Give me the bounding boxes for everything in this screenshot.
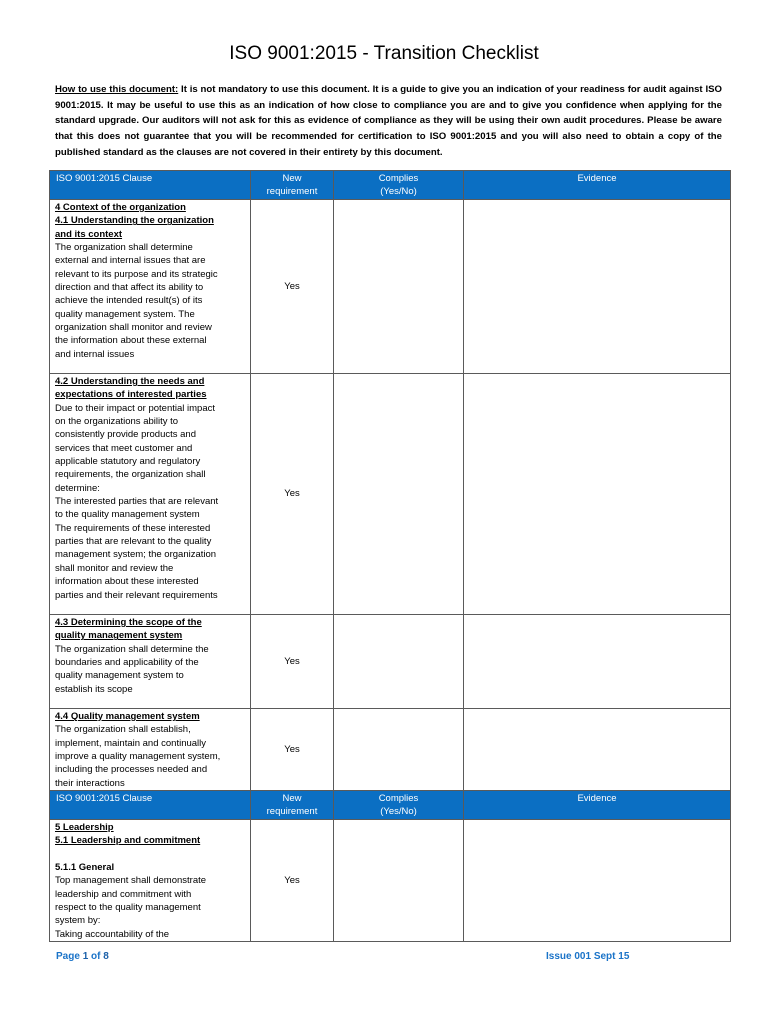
intro-lead: How to use this document: [55, 84, 179, 95]
evidence-cell[interactable] [464, 615, 731, 709]
clause-text-line: information about these interested [55, 576, 199, 588]
header-evidence: Evidence [464, 171, 731, 200]
clause-text-line: improve a quality management system, [55, 751, 221, 763]
intro-body: It is not mandatory to use this document. It is a guide to give you an indication of your readiness for audit against ISO 9001:2015. It may be useful to use this as an indication of how close to compliance you are and to give you confidence when applying for the standard upgrade. Our auditors will not ask for this as evidence of compliance as they will be using their own audit procedures. Please be aware that this does not guarantee that you will be recommended for certification to ISO 9001:2015 and you will also need to obtain a copy of the published standard as the clauses are not covered in their entirety by this document. [55, 84, 722, 158]
new-requirement-cell: Yes [251, 200, 334, 374]
clause-heading: and its context [55, 228, 123, 240]
header-new-requirement: New requirement [251, 791, 334, 820]
complies-cell[interactable] [334, 374, 464, 615]
clause-cell [50, 615, 251, 709]
issue-label: Issue 001 Sept 15 [546, 951, 630, 962]
table-header-row-repeat [50, 791, 731, 820]
header-complies: Complies (Yes/No) [334, 791, 464, 820]
header-clause: ISO 9001:2015 Clause [50, 791, 251, 820]
clause-cell [50, 820, 251, 942]
clause-text-line: organization shall monitor and review [55, 322, 212, 334]
clause-text-line: external and internal issues that are [55, 255, 206, 267]
clause-text-line: relevant to its purpose and its strategic [55, 268, 218, 280]
checklist-table [49, 170, 731, 942]
new-requirement-cell: Yes [251, 374, 334, 615]
clause-text-line: and internal issues [55, 348, 135, 360]
new-requirement-cell: Yes [251, 820, 334, 942]
clause-text-line: boundaries and applicability of the [55, 657, 199, 669]
complies-cell[interactable] [334, 820, 464, 942]
table-header-row [50, 171, 731, 200]
clause-text-line: consistently provide products and [55, 429, 196, 441]
clause-heading: 4.4 Quality management system [55, 711, 200, 722]
evidence-cell[interactable] [464, 374, 731, 615]
document-title: ISO 9001:2015 - Transition Checklist [229, 43, 539, 64]
clause-heading: 4.2 Understanding the needs and [55, 376, 205, 387]
clause-text-line: quality management system to [55, 670, 184, 682]
clause-text-line: The organization shall determine [55, 242, 193, 254]
clause-text-line: The requirements of these interested [55, 522, 211, 534]
clause-text-line: respect to the quality management [55, 902, 201, 914]
clause-text-line: to the quality management system [55, 509, 200, 521]
clause-text-line: applicable statutory and regulatory [55, 456, 201, 468]
page-number: Page 1 of 8 [56, 951, 109, 962]
clause-text-line: Taking accountability of the [55, 928, 170, 940]
clause-text-line: their interactions [55, 777, 125, 789]
clause-text-line: direction and that affect its ability to [55, 282, 204, 294]
clause-heading: 5 Leadership [55, 822, 114, 834]
complies-cell[interactable] [334, 615, 464, 709]
clause-cell [50, 374, 251, 615]
clause-text-line: determine: [55, 482, 100, 494]
table-row [50, 200, 731, 374]
clause-text-line: requirements, the organization shall [55, 469, 206, 481]
clause-heading: quality management system [55, 630, 183, 642]
evidence-cell[interactable] [464, 820, 731, 942]
clause-text-line: system by: [55, 915, 101, 927]
clause-heading: 4.1 Understanding the organization [55, 215, 214, 227]
clause-text-line: The organization shall establish, [55, 724, 191, 736]
clause-heading: 5.1 Leadership and commitment [55, 835, 201, 847]
table-row [50, 615, 731, 709]
clause-subheading: 5.1.1 General [55, 862, 115, 874]
table-row [50, 374, 731, 615]
clause-text-line: parties that are relevant to the quality [55, 536, 212, 548]
clause-text-line: Due to their impact or potential impact [55, 402, 215, 414]
header-clause: ISO 9001:2015 Clause [50, 171, 251, 200]
clause-text-line: achieve the intended result(s) of its [55, 295, 203, 307]
header-new-requirement: New requirement [251, 171, 334, 200]
header-complies: Complies (Yes/No) [334, 171, 464, 200]
clause-text-line: services that meet customer and [55, 442, 193, 454]
table-row [50, 709, 731, 791]
complies-cell[interactable] [334, 200, 464, 374]
new-requirement-cell: Yes [251, 615, 334, 709]
evidence-cell[interactable] [464, 709, 731, 791]
clause-text-line: shall monitor and review the [55, 562, 174, 574]
clause-heading: 4.3 Determining the scope of the [55, 617, 202, 628]
clause-text-line: management system; the organization [55, 549, 217, 561]
clause-text-line: Top management shall demonstrate [55, 875, 207, 887]
clause-text-line: quality management system. The [55, 308, 195, 320]
clause-cell [50, 709, 251, 791]
clause-text-line: The organization shall determine the [55, 643, 209, 655]
clause-text-line: leadership and commitment with [55, 888, 192, 900]
header-evidence: Evidence [464, 791, 731, 820]
clause-text-line: The interested parties that are relevant [55, 496, 219, 508]
clause-text-line: including the processes needed and [55, 764, 208, 776]
evidence-cell[interactable] [464, 200, 731, 374]
clause-text-line: parties and their relevant requirements [55, 589, 218, 601]
clause-text-line: establish its scope [55, 683, 133, 695]
clause-heading: expectations of interested parties [55, 389, 207, 401]
intro-paragraph [55, 82, 722, 161]
clause-text-line: implement, maintain and continually [55, 737, 207, 749]
clause-heading: 4 Context of the organization [55, 202, 186, 213]
clause-text-line: on the organizations ability to [55, 416, 179, 428]
clause-cell [50, 200, 251, 374]
table-row [50, 820, 731, 942]
clause-text-line: the information about these external [55, 335, 207, 347]
new-requirement-cell: Yes [251, 709, 334, 791]
complies-cell[interactable] [334, 709, 464, 791]
